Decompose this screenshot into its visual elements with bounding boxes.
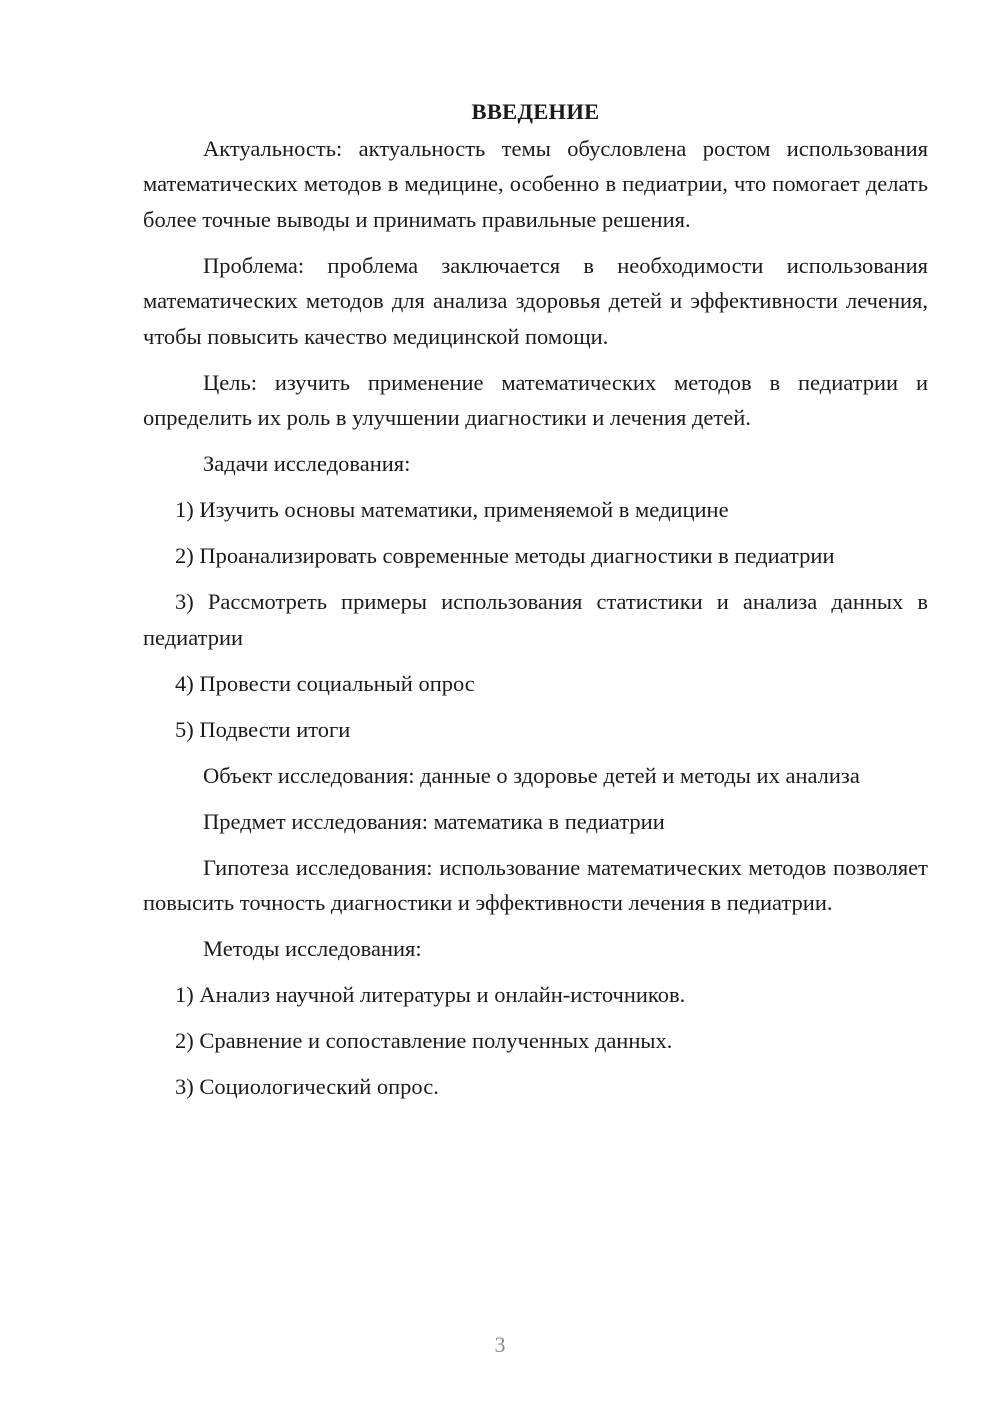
tasks-heading: Задачи исследования:: [203, 451, 411, 476]
task-item: 2) Проанализировать современные методы диагностики в педиатрии: [175, 543, 835, 568]
task-item: 1) Изучить основы математики, применяемой в медицине: [175, 497, 729, 522]
methods-list: [143, 977, 928, 1105]
subject-paragraph: Предмет исследования: математика в педиатрии: [203, 808, 665, 834]
method-item: 3) Социологический опрос.: [175, 1074, 439, 1099]
page-number: 3: [494, 1332, 506, 1357]
task-item: 5) Подвести итоги: [175, 716, 351, 742]
method-item: 1) Анализ научной литературы и онлайн-источников.: [175, 982, 686, 1007]
goal-paragraph: Цель: изучить применение математических методов в педиатрии и определить их роль в улучшении диагностики и лечения детей.: [143, 369, 928, 430]
methods-heading: Методы исследования:: [203, 936, 422, 961]
object-paragraph: Объект исследования: данные о здоровье детей и методы их анализа: [203, 762, 860, 788]
page-content: [143, 94, 928, 1115]
method-item: 2) Сравнение и сопоставление полученных данных.: [175, 1028, 673, 1053]
problem-paragraph: Проблема: проблема заключается в необходимости использования математических методов для анализа здоровья детей и эффективности лечения, чтобы повысить качество медицинской помощи.: [143, 252, 928, 349]
hypothesis-paragraph: Гипотеза исследования: использование математических методов позволяет повысить точность диагностики и эффективности лечения в педиатрии.: [143, 854, 928, 915]
relevance-paragraph: Актуальность: актуальность темы обусловлена ростом использования математических методов в медицине, особенно в педиатрии, что помогает делать более точные выводы и принимать правильные решения.: [143, 135, 928, 232]
section-title: ВВЕДЕНИЕ: [471, 99, 600, 124]
task-item: 3) Рассмотреть примеры использования статистики и анализа данных в педиатрии: [143, 589, 928, 650]
task-item: 4) Провести социальный опрос: [175, 670, 475, 696]
tasks-list: [143, 492, 928, 747]
